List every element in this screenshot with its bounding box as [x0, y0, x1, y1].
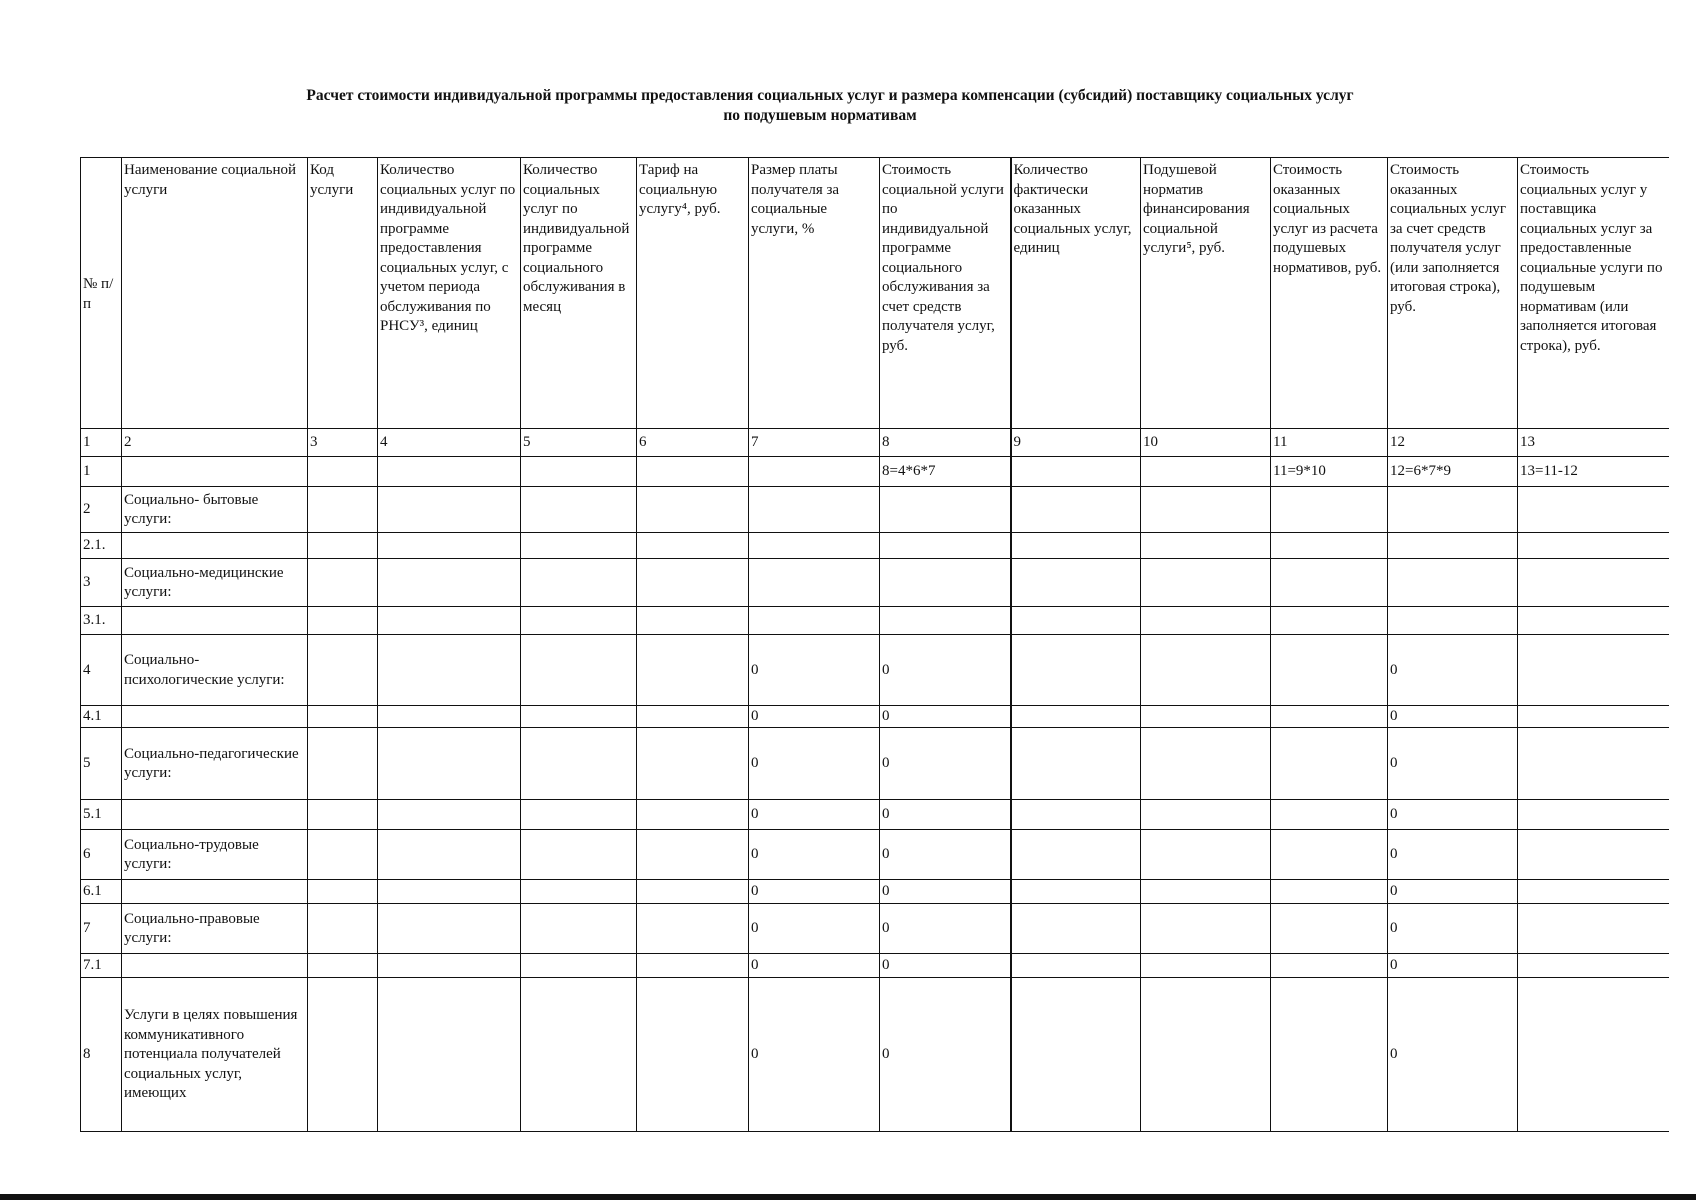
row-number-cell: 4 — [81, 635, 122, 706]
cost-own-funds-cell: 0 — [1388, 880, 1518, 904]
table-row — [81, 533, 1669, 559]
qty-program-cell — [378, 728, 521, 800]
cost-recipient-cell — [880, 607, 1011, 635]
qty-month-cell — [521, 978, 637, 1132]
cost-recipient-cell: 0 — [880, 830, 1011, 880]
code-cell — [308, 800, 378, 830]
table-row — [81, 954, 1669, 978]
code-cell — [308, 954, 378, 978]
cost-own-funds-cell: 0 — [1388, 728, 1518, 800]
formula-cell: 1 — [81, 457, 122, 487]
header-cell-name: Наименование социальной услуги — [122, 158, 308, 429]
cost-recipient-cell: 0 — [880, 706, 1011, 728]
cost-per-capita-cell — [1271, 706, 1388, 728]
fee-percent-cell — [749, 487, 880, 533]
qty-month-cell — [521, 904, 637, 954]
cost-per-capita-cell — [1271, 559, 1388, 607]
per-capita-cell — [1141, 533, 1271, 559]
cost-provider-cell — [1518, 487, 1669, 533]
fee-percent-cell: 0 — [749, 978, 880, 1132]
formula-cell — [521, 457, 637, 487]
cost-own-funds-cell: 0 — [1388, 635, 1518, 706]
cost-recipient-cell — [880, 487, 1011, 533]
column-number-cell: 2 — [122, 429, 308, 457]
fee-percent-cell: 0 — [749, 954, 880, 978]
tariff-cell — [637, 487, 749, 533]
table-row — [81, 728, 1669, 800]
cost-recipient-cell: 0 — [880, 880, 1011, 904]
qty-program-cell — [378, 880, 521, 904]
formula-cell — [637, 457, 749, 487]
service-name-cell: Социально-педагогические услуги: — [122, 728, 308, 800]
cost-provider-cell — [1518, 559, 1669, 607]
tariff-cell — [637, 880, 749, 904]
per-capita-cell — [1141, 559, 1271, 607]
formula-cell — [378, 457, 521, 487]
header-cell-cost-own-funds: Стоимость оказанных социальных услуг за счет средств получателя услуг (или заполняется итоговая строка), руб. — [1388, 158, 1518, 429]
code-cell — [308, 533, 378, 559]
formula-cell — [308, 457, 378, 487]
table-row — [81, 880, 1669, 904]
service-name-cell — [122, 706, 308, 728]
qty-month-cell — [521, 954, 637, 978]
header-cell-cost-recipient: Стоимость социальной услуги по индивидуальной программе социального обслуживания за счет средств получателя услуг, руб. — [880, 158, 1011, 429]
table-row — [81, 904, 1669, 954]
cost-per-capita-cell — [1271, 728, 1388, 800]
cost-provider-cell — [1518, 904, 1669, 954]
qty-month-cell — [521, 533, 637, 559]
qty-program-cell — [378, 607, 521, 635]
header-cell-code: Код услуги — [308, 158, 378, 429]
page-bottom-edge — [0, 1194, 1696, 1200]
service-name-cell — [122, 880, 308, 904]
code-cell — [308, 978, 378, 1132]
fee-percent-cell: 0 — [749, 706, 880, 728]
tariff-cell — [637, 904, 749, 954]
qty-program-cell — [378, 487, 521, 533]
row-number-cell: 2 — [81, 487, 122, 533]
cost-provider-cell — [1518, 706, 1669, 728]
fee-percent-cell: 0 — [749, 728, 880, 800]
cost-own-funds-cell — [1388, 487, 1518, 533]
qty-actual-cell — [1011, 830, 1141, 880]
cost-per-capita-cell — [1271, 487, 1388, 533]
formula-cell: 12=6*7*9 — [1388, 457, 1518, 487]
qty-actual-cell — [1011, 559, 1141, 607]
header-cell-no: № п/п — [81, 158, 122, 429]
header-cell-qty-program: Количество социальных услуг по индивидуальной программе предоставления социальных услуг, с учетом периода обслуживания по РНСУ³, единиц — [378, 158, 521, 429]
title-line-1: Расчет стоимости индивидуальной программы предоставления социальных услуг и размера компенсации (субсидий) поставщику социальных услуг — [306, 87, 1354, 104]
table-row — [81, 487, 1669, 533]
row-number-cell: 2.1. — [81, 533, 122, 559]
title-line-2: по подушевым нормативам — [723, 107, 917, 124]
qty-actual-cell — [1011, 706, 1141, 728]
qty-actual-cell — [1011, 800, 1141, 830]
cost-provider-cell — [1518, 978, 1669, 1132]
column-number-cell: 1 — [81, 429, 122, 457]
formula-cell — [749, 457, 880, 487]
qty-actual-cell — [1011, 954, 1141, 978]
cost-own-funds-cell: 0 — [1388, 800, 1518, 830]
fee-percent-cell: 0 — [749, 635, 880, 706]
service-name-cell: Социально-медицинские услуги: — [122, 559, 308, 607]
fee-percent-cell: 0 — [749, 830, 880, 880]
cost-per-capita-cell — [1271, 607, 1388, 635]
code-cell — [308, 635, 378, 706]
cost-recipient-cell — [880, 559, 1011, 607]
table-row — [81, 978, 1669, 1132]
header-cell-cost-per-capita: Стоимость оказанных социальных услуг из расчета подушевых нормативов, руб. — [1271, 158, 1388, 429]
service-name-cell — [122, 533, 308, 559]
tariff-cell — [637, 800, 749, 830]
per-capita-cell — [1141, 800, 1271, 830]
row-number-cell: 5 — [81, 728, 122, 800]
header-cell-cost-provider: Стоимость социальных услуг у поставщика социальных услуг за предоставленные социальные услуги по подушевым нормативам (или заполняется итоговая строка), руб. — [1518, 158, 1669, 429]
fee-percent-cell — [749, 533, 880, 559]
formula-cell — [122, 457, 308, 487]
table-row — [81, 559, 1669, 607]
cost-per-capita-cell — [1271, 830, 1388, 880]
fee-percent-cell: 0 — [749, 880, 880, 904]
code-cell — [308, 830, 378, 880]
cost-provider-cell — [1518, 728, 1669, 800]
qty-actual-cell — [1011, 533, 1141, 559]
per-capita-cell — [1141, 978, 1271, 1132]
column-number-cell: 11 — [1271, 429, 1388, 457]
row-number-cell: 3 — [81, 559, 122, 607]
column-number-cell: 13 — [1518, 429, 1669, 457]
qty-actual-cell — [1011, 904, 1141, 954]
cost-recipient-cell: 0 — [880, 954, 1011, 978]
table-row — [81, 635, 1669, 706]
qty-program-cell — [378, 830, 521, 880]
cost-provider-cell — [1518, 607, 1669, 635]
tariff-cell — [637, 728, 749, 800]
service-name-cell: Социально-психологические услуги: — [122, 635, 308, 706]
qty-month-cell — [521, 487, 637, 533]
cost-own-funds-cell: 0 — [1388, 706, 1518, 728]
row-number-cell: 7 — [81, 904, 122, 954]
qty-month-cell — [521, 607, 637, 635]
formula-row — [81, 457, 1669, 487]
code-cell — [308, 559, 378, 607]
column-number-cell: 7 — [749, 429, 880, 457]
column-number-cell: 6 — [637, 429, 749, 457]
formula-cell — [1011, 457, 1141, 487]
cost-provider-cell — [1518, 954, 1669, 978]
document-title — [0, 86, 1696, 126]
cost-recipient-cell: 0 — [880, 800, 1011, 830]
service-name-cell: Социально-правовые услуги: — [122, 904, 308, 954]
qty-actual-cell — [1011, 607, 1141, 635]
column-number-cell: 5 — [521, 429, 637, 457]
cost-own-funds-cell — [1388, 533, 1518, 559]
cost-own-funds-cell: 0 — [1388, 830, 1518, 880]
qty-month-cell — [521, 800, 637, 830]
cost-provider-cell — [1518, 800, 1669, 830]
cost-provider-cell — [1518, 533, 1669, 559]
qty-month-cell — [521, 635, 637, 706]
qty-month-cell — [521, 706, 637, 728]
cost-recipient-cell: 0 — [880, 635, 1011, 706]
row-number-cell: 6.1 — [81, 880, 122, 904]
tariff-cell — [637, 954, 749, 978]
column-number-cell: 8 — [880, 429, 1011, 457]
cost-per-capita-cell — [1271, 904, 1388, 954]
code-cell — [308, 706, 378, 728]
formula-cell — [1141, 457, 1271, 487]
code-cell — [308, 728, 378, 800]
per-capita-cell — [1141, 880, 1271, 904]
qty-program-cell — [378, 706, 521, 728]
tariff-cell — [637, 978, 749, 1132]
column-number-cell: 12 — [1388, 429, 1518, 457]
qty-month-cell — [521, 728, 637, 800]
qty-actual-cell — [1011, 880, 1141, 904]
service-name-cell — [122, 800, 308, 830]
per-capita-cell — [1141, 904, 1271, 954]
fee-percent-cell — [749, 559, 880, 607]
cost-recipient-cell: 0 — [880, 978, 1011, 1132]
row-number-cell: 7.1 — [81, 954, 122, 978]
service-name-cell: Услуги в целях повышения коммуникативного потенциала получателей социальных услуг, имеющих — [122, 978, 308, 1132]
header-cell-per-capita: Подушевой норматив финансирования социальной услуги⁵, руб. — [1141, 158, 1271, 429]
per-capita-cell — [1141, 487, 1271, 533]
qty-month-cell — [521, 559, 637, 607]
per-capita-cell — [1141, 706, 1271, 728]
code-cell — [308, 607, 378, 635]
cost-provider-cell — [1518, 635, 1669, 706]
per-capita-cell — [1141, 728, 1271, 800]
per-capita-cell — [1141, 830, 1271, 880]
cost-own-funds-cell: 0 — [1388, 904, 1518, 954]
column-number-cell: 3 — [308, 429, 378, 457]
cost-provider-cell — [1518, 880, 1669, 904]
code-cell — [308, 880, 378, 904]
calculation-table — [80, 157, 1669, 1132]
cost-recipient-cell: 0 — [880, 728, 1011, 800]
header-cell-qty-actual: Количество фактически оказанных социальных услуг, единиц — [1011, 158, 1141, 429]
formula-cell: 8=4*6*7 — [880, 457, 1011, 487]
column-number-cell: 9 — [1011, 429, 1141, 457]
header-row — [81, 158, 1669, 429]
qty-actual-cell — [1011, 635, 1141, 706]
fee-percent-cell — [749, 607, 880, 635]
qty-program-cell — [378, 533, 521, 559]
cost-recipient-cell: 0 — [880, 904, 1011, 954]
header-cell-fee-percent: Размер платы получателя за социальные услуги, % — [749, 158, 880, 429]
qty-program-cell — [378, 904, 521, 954]
tariff-cell — [637, 607, 749, 635]
column-number-row — [81, 429, 1669, 457]
table-row — [81, 607, 1669, 635]
per-capita-cell — [1141, 954, 1271, 978]
tariff-cell — [637, 533, 749, 559]
formula-cell: 13=11-12 — [1518, 457, 1669, 487]
qty-actual-cell — [1011, 728, 1141, 800]
tariff-cell — [637, 635, 749, 706]
qty-program-cell — [378, 559, 521, 607]
row-number-cell: 5.1 — [81, 800, 122, 830]
column-number-cell: 10 — [1141, 429, 1271, 457]
cost-per-capita-cell — [1271, 635, 1388, 706]
cost-per-capita-cell — [1271, 978, 1388, 1132]
qty-month-cell — [521, 830, 637, 880]
row-number-cell: 6 — [81, 830, 122, 880]
cost-per-capita-cell — [1271, 800, 1388, 830]
cost-per-capita-cell — [1271, 954, 1388, 978]
qty-month-cell — [521, 880, 637, 904]
table-body — [81, 158, 1669, 1132]
service-name-cell — [122, 954, 308, 978]
tariff-cell — [637, 706, 749, 728]
table-row — [81, 800, 1669, 830]
header-cell-tariff: Тариф на социальную услугу⁴, руб. — [637, 158, 749, 429]
qty-program-cell — [378, 978, 521, 1132]
service-name-cell — [122, 607, 308, 635]
qty-program-cell — [378, 800, 521, 830]
table-row — [81, 706, 1669, 728]
row-number-cell: 3.1. — [81, 607, 122, 635]
qty-actual-cell — [1011, 978, 1141, 1132]
cost-per-capita-cell — [1271, 533, 1388, 559]
tariff-cell — [637, 559, 749, 607]
cost-own-funds-cell — [1388, 607, 1518, 635]
code-cell — [308, 487, 378, 533]
formula-cell: 11=9*10 — [1271, 457, 1388, 487]
fee-percent-cell: 0 — [749, 800, 880, 830]
service-name-cell: Социально-трудовые услуги: — [122, 830, 308, 880]
cost-per-capita-cell — [1271, 880, 1388, 904]
per-capita-cell — [1141, 607, 1271, 635]
column-number-cell: 4 — [378, 429, 521, 457]
row-number-cell: 4.1 — [81, 706, 122, 728]
table-row — [81, 830, 1669, 880]
cost-own-funds-cell: 0 — [1388, 978, 1518, 1132]
code-cell — [308, 904, 378, 954]
row-number-cell: 8 — [81, 978, 122, 1132]
cost-provider-cell — [1518, 830, 1669, 880]
header-cell-qty-month: Количество социальных услуг по индивидуальной программе социального обслуживания в месяц — [521, 158, 637, 429]
fee-percent-cell: 0 — [749, 904, 880, 954]
cost-recipient-cell — [880, 533, 1011, 559]
service-name-cell: Социально- бытовые услуги: — [122, 487, 308, 533]
cost-own-funds-cell — [1388, 559, 1518, 607]
qty-program-cell — [378, 954, 521, 978]
per-capita-cell — [1141, 635, 1271, 706]
cost-own-funds-cell: 0 — [1388, 954, 1518, 978]
tariff-cell — [637, 830, 749, 880]
qty-actual-cell — [1011, 487, 1141, 533]
qty-program-cell — [378, 635, 521, 706]
